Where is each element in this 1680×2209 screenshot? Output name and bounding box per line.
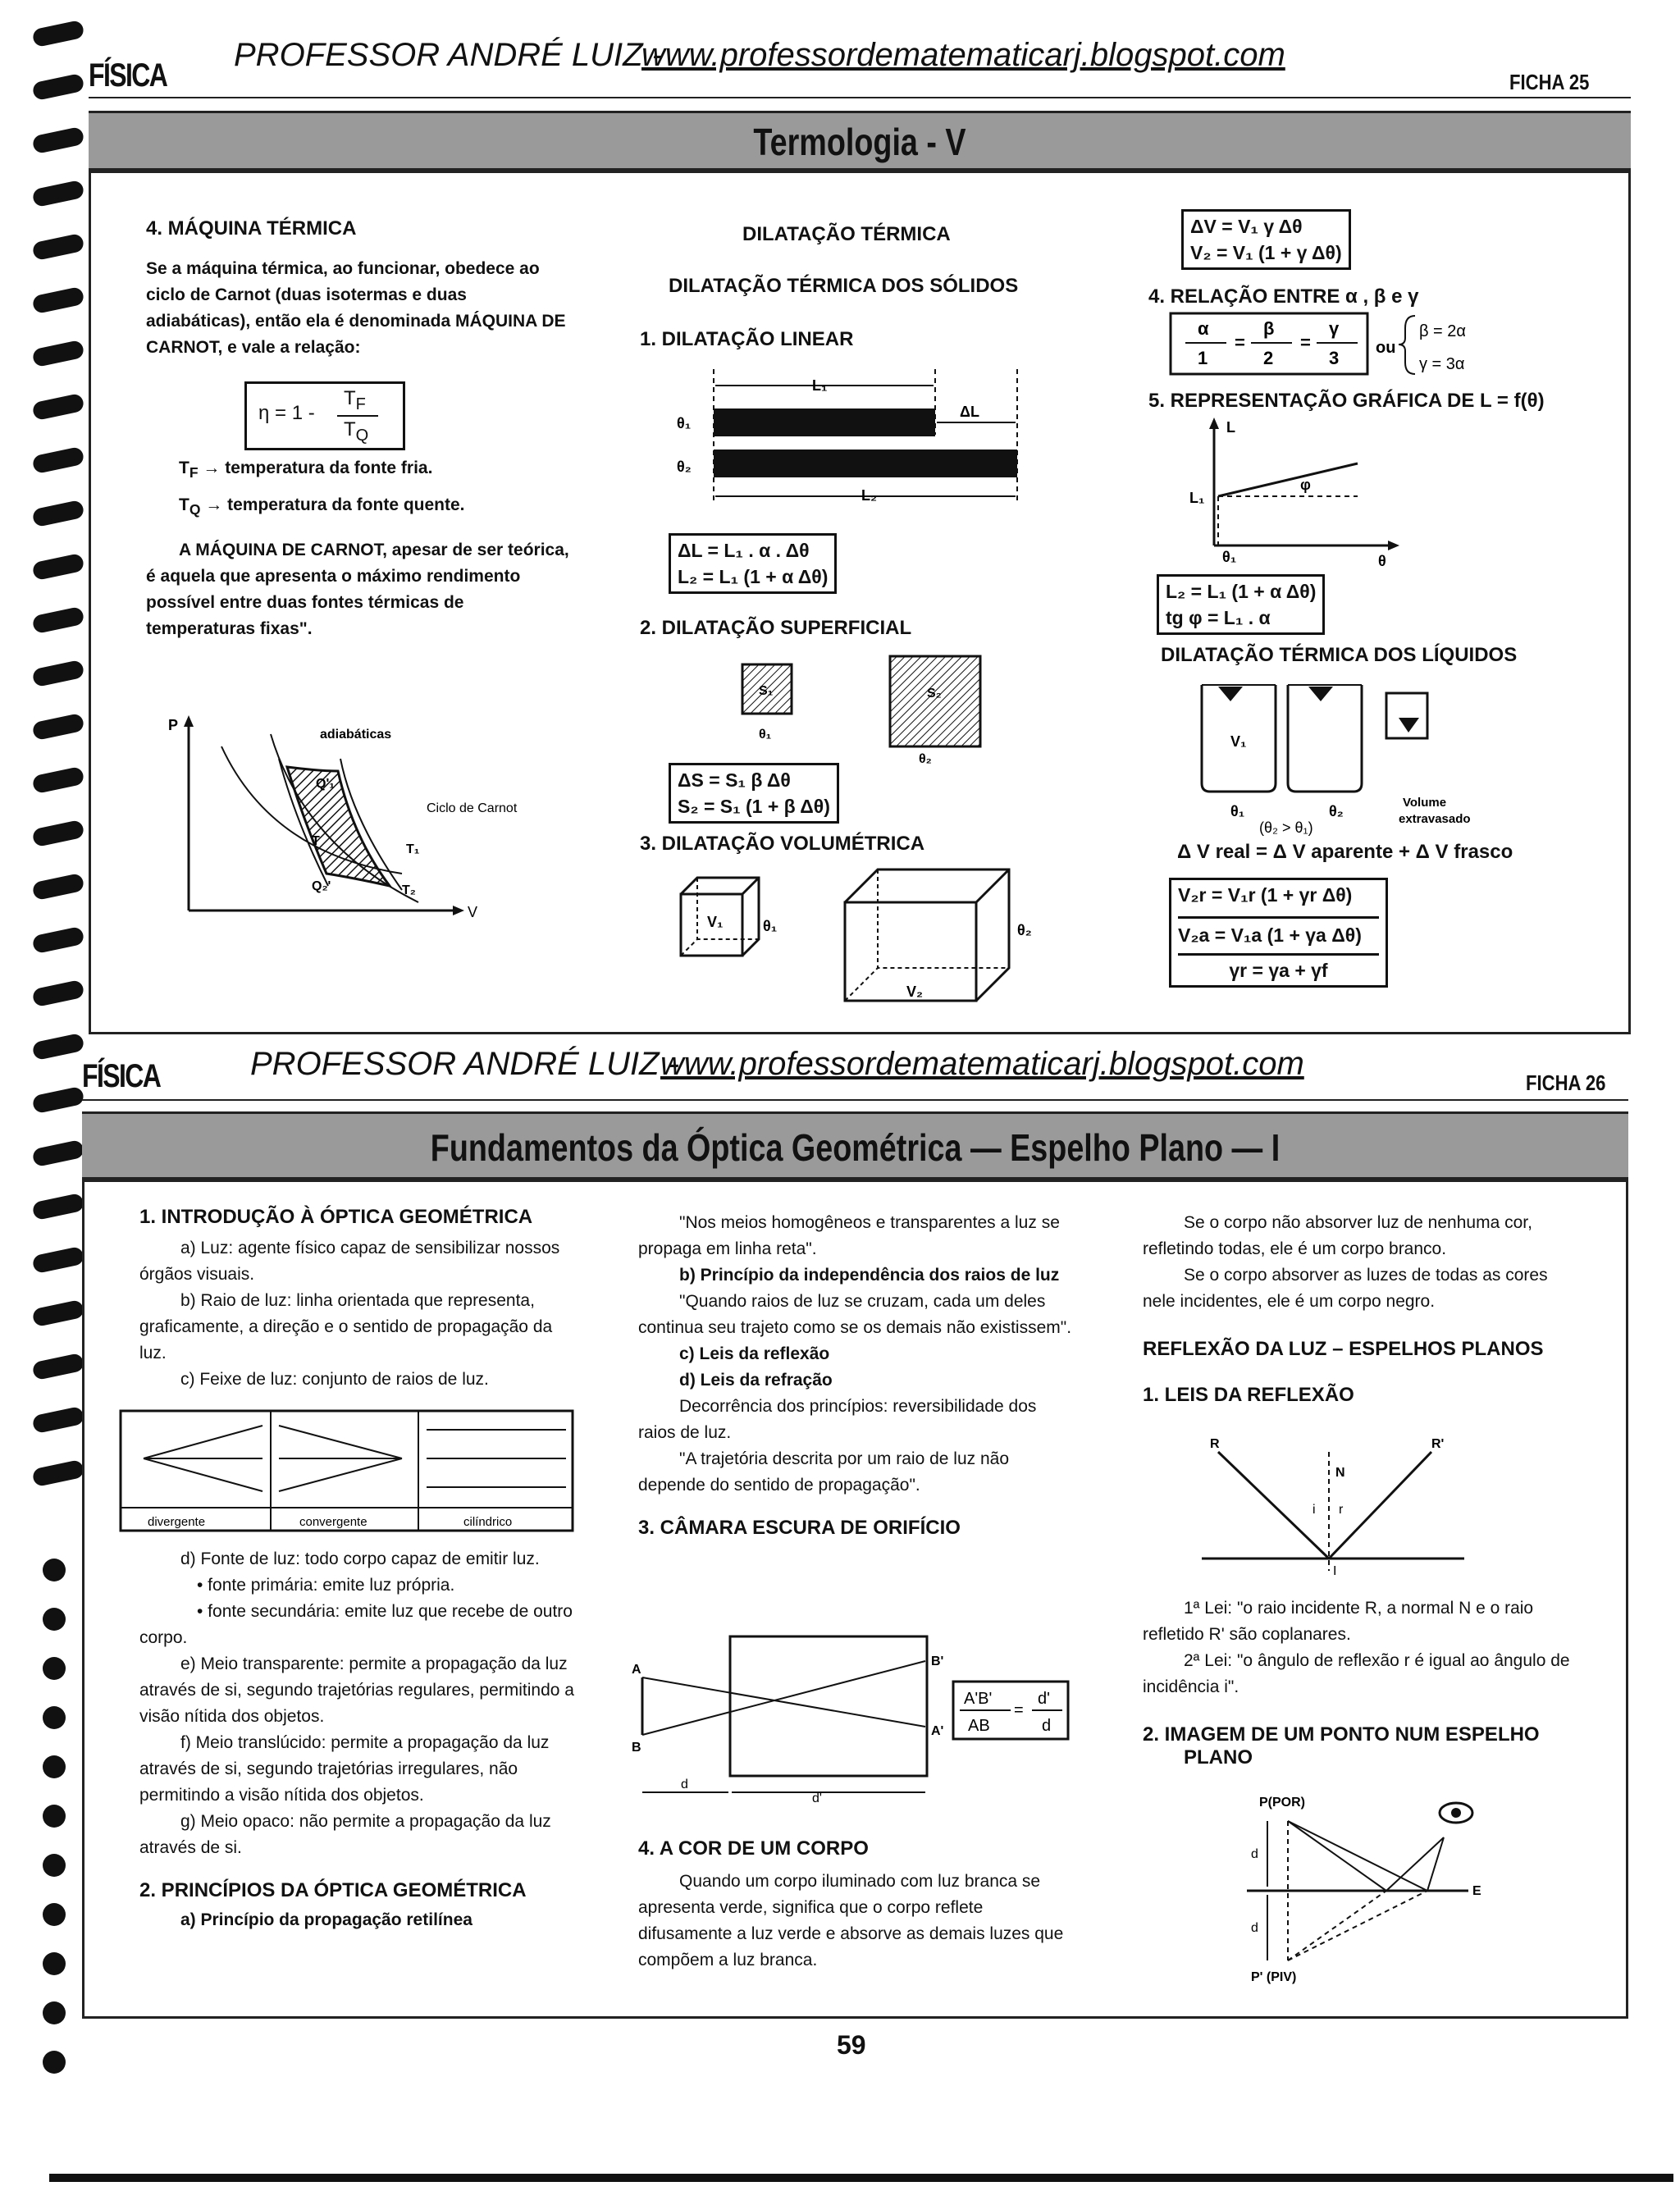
svg-text:=: = xyxy=(1014,1701,1024,1719)
label-s2: S₂ xyxy=(927,687,942,701)
quote-reversibilidade: "A trajetória descrita por um raio de luz não depende do sentido de propagação". xyxy=(638,1449,1009,1495)
mirror-P2: P' (PIV) xyxy=(1251,1970,1297,1984)
reflection-laws xyxy=(1143,1595,1577,1769)
liquid-th1: θ₁ xyxy=(1230,803,1245,819)
heading-superficial: 2. DILATAÇÃO SUPERFICIAL xyxy=(640,617,912,639)
relation-formula xyxy=(1169,312,1546,377)
liquid-formula-1: V₂r = V₁r (1 + γr Δθ) xyxy=(1178,884,1353,906)
liquid-formula-box xyxy=(1169,878,1388,988)
mirror-d-top: d xyxy=(1251,1847,1258,1861)
banner-title: Termologia - V xyxy=(753,121,966,163)
item-leis-refracao: d) Leis da refração xyxy=(679,1371,833,1390)
camera-den2: d xyxy=(1042,1717,1052,1735)
plane-mirror-diagram xyxy=(1222,1788,1493,1993)
refl-i: i xyxy=(1312,1503,1316,1517)
item-opaco: g) Meio opaco: não permite a propagação da luz através de si. xyxy=(139,1812,551,1857)
item-feixe: c) Feixe de luz: conjunto de raios de luz. xyxy=(180,1370,489,1389)
heading-introducao: 1. INTRODUÇÃO À ÓPTICA GEOMÉTRICA xyxy=(139,1206,533,1228)
banner-title-2: Fundamentos da Óptica Geométrica — Espelho Plano — I xyxy=(430,1126,1281,1169)
page-number: 59 xyxy=(837,2030,866,2060)
camera-B2: B' xyxy=(931,1654,944,1668)
camera-d2: d' xyxy=(812,1791,822,1805)
label-sup-th2: θ₂ xyxy=(919,752,932,766)
liquid-th2: θ₂ xyxy=(1329,803,1344,819)
tq-text: → temperatura da fonte quente. xyxy=(205,495,465,514)
refl-r: r xyxy=(1339,1503,1344,1517)
heading-liquidos: DILATAÇÃO TÉRMICA DOS LÍQUIDOS xyxy=(1161,644,1518,666)
linear-formula-box xyxy=(669,533,837,594)
mirror-E: E xyxy=(1472,1884,1481,1898)
header-rule xyxy=(89,97,1631,98)
camera-A2: A' xyxy=(931,1724,944,1738)
optics-intro-column-2 xyxy=(139,1546,574,1933)
label-v: V xyxy=(468,904,478,920)
item-luz: a) Luz: agente físico capaz de sensibilizar nossos órgãos visuais. xyxy=(139,1239,560,1284)
linear-formula-1: ΔL = L₁ . α . Δθ xyxy=(678,540,810,561)
quote-independencia: "Quando raios de luz se cruzam, cada um deles continua seu trajeto como se os demais não existissem". xyxy=(638,1292,1072,1337)
heading-relacao: 4. RELAÇÃO ENTRE α , β e γ xyxy=(1148,285,1419,308)
heading-dilatacao-termica: DILATAÇÃO TÉRMICA xyxy=(742,223,951,245)
formula-lhs: η = 1 - xyxy=(258,402,315,424)
rel-beta: β xyxy=(1263,318,1275,339)
mirror-d-bottom: d xyxy=(1251,1921,1258,1935)
cor-section xyxy=(638,1837,1073,1974)
graph-L: L xyxy=(1226,419,1235,436)
label-dL: ΔL xyxy=(960,404,979,420)
tq-sym: T xyxy=(179,495,189,514)
liquid-equation: Δ V real = Δ V aparente + Δ V frasco xyxy=(1177,841,1513,863)
camera-obscura-diagram xyxy=(632,1628,1075,1817)
heading-volumetrica: 3. DILATAÇÃO VOLUMÉTRICA xyxy=(640,833,925,855)
corpo-negro: Se o corpo absorver as luzes de todas as cores nele incidentes, ele é um corpo negro. xyxy=(1143,1266,1548,1311)
tf-sub: F xyxy=(189,464,199,482)
linear-formula-2: L₂ = L₁ (1 + α Δθ) xyxy=(678,566,829,587)
formula-num: T xyxy=(344,387,356,409)
camera-B: B xyxy=(632,1741,641,1755)
item-fonte-primaria: • fonte primária: emite luz própria. xyxy=(197,1576,455,1595)
heading-imagem: 2. IMAGEM DE UM PONTO NUM ESPELHO PLANO xyxy=(1143,1723,1540,1769)
label-L2: L₂ xyxy=(861,487,877,504)
rel-1: 1 xyxy=(1198,348,1208,368)
graph-formula-box xyxy=(1157,574,1325,635)
superficial-formula-box xyxy=(669,763,839,824)
efficiency-formula xyxy=(244,381,405,450)
label-q2: Q₂' xyxy=(312,879,331,893)
cor-text: Quando um corpo iluminado com luz branca se apresenta verde, significa que o corpo reflete difusamente a luz verde e absorve as demais luzes que compõem a luz branca. xyxy=(638,1872,1064,1969)
header-rule-2 xyxy=(82,1099,1628,1101)
heading-dilatacao-solidos: DILATAÇÃO TÉRMICA DOS SÓLIDOS xyxy=(669,275,1019,297)
header-url[interactable]: www.professordematematicarj.blogspot.com xyxy=(641,37,1285,73)
beam-types-diagram xyxy=(119,1409,574,1532)
label-vol-th1: θ₁ xyxy=(763,918,778,934)
label-th2: θ₂ xyxy=(677,459,692,475)
refl-N: N xyxy=(1335,1466,1345,1480)
l-theta-graph xyxy=(1173,414,1419,570)
label-th1: θ₁ xyxy=(677,415,692,431)
linear-diagram xyxy=(664,361,1034,509)
camera-A: A xyxy=(632,1663,641,1677)
primeira-lei: 1ª Lei: "o raio incidente R, a normal N e o raio refletido R' são coplanares. xyxy=(1143,1599,1534,1644)
camera-num2: d' xyxy=(1038,1690,1050,1708)
liquid-extravasado: extravasado xyxy=(1399,812,1471,826)
subject-label: FÍSICA xyxy=(89,57,167,94)
item-leis-reflexao: c) Leis da reflexão xyxy=(679,1344,830,1363)
liquid-volume: Volume xyxy=(1403,796,1447,810)
header-professor-2: PROFESSOR ANDRÉ LUIZ - xyxy=(250,1046,680,1082)
rel-gamma: γ xyxy=(1329,318,1340,339)
label-adiabaticas: adiabáticas xyxy=(320,728,392,742)
heading-principios: 2. PRINCÍPIOS DA ÓPTICA GEOMÉTRICA xyxy=(139,1879,527,1901)
liquid-v1: V₁ xyxy=(1230,733,1247,750)
beam-convergente: convergente xyxy=(299,1515,368,1529)
item-transparente: e) Meio transparente: permite a propagação da luz através de si, segundo trajetórias regulares, permitindo a visão nítida dos objetos. xyxy=(139,1654,574,1726)
carnot-diagram xyxy=(156,714,582,935)
liquid-formula-3: γr = γa + γf xyxy=(1178,953,1379,984)
label-t: T xyxy=(312,834,320,848)
beam-cilindrico: cilíndrico xyxy=(463,1515,513,1529)
label-q1: Q'₁ xyxy=(316,777,335,791)
beam-divergente: divergente xyxy=(148,1515,206,1529)
ficha-label: FICHA 25 xyxy=(1509,70,1590,94)
item-independencia: b) Princípio da independência dos raios de luz xyxy=(679,1266,1060,1285)
superficial-formula-2: S₂ = S₁ (1 + β Δθ) xyxy=(678,796,830,817)
tf-sym: T xyxy=(179,459,189,477)
label-v2: V₂ xyxy=(906,984,924,1000)
decorrencia: Decorrência dos princípios: reversibilidade dos raios de luz. xyxy=(638,1397,1037,1442)
section-banner-2 xyxy=(82,1111,1628,1182)
formula-den: T xyxy=(344,418,356,440)
svg-text:=: = xyxy=(1235,332,1245,353)
segunda-lei: 2ª Lei: "o ângulo de reflexão r é igual ao ângulo de incidência i". xyxy=(1143,1651,1570,1696)
reflection-column xyxy=(1143,1210,1577,1407)
camera-num: A'B' xyxy=(964,1690,993,1708)
item-principio-retilinea: a) Princípio da propagação retilínea xyxy=(180,1910,472,1929)
heading-reflexao: REFLEXÃO DA LUZ – ESPELHOS PLANOS xyxy=(1143,1338,1544,1360)
refl-I: I xyxy=(1333,1564,1337,1578)
page-bottom-edge xyxy=(49,2174,1673,2182)
graph-formula-2: tg φ = L₁ . α xyxy=(1166,607,1271,628)
optics-intro-column xyxy=(139,1206,574,1393)
formula-num-sub: F xyxy=(355,395,366,413)
optics-principles-column xyxy=(638,1210,1073,1540)
camera-d: d xyxy=(681,1778,688,1791)
heading-grafica: 5. REPRESENTAÇÃO GRÁFICA DE L = f(θ) xyxy=(1148,390,1545,412)
graph-L1: L₁ xyxy=(1189,490,1205,506)
heading-maquina-termica: 4. MÁQUINA TÉRMICA xyxy=(146,217,357,240)
volumetric-diagram xyxy=(673,865,1042,1009)
item-raio: b) Raio de luz: linha orientada que representa, graficamente, a direção e o sentido de propagação da luz. xyxy=(139,1291,553,1362)
label-vol-th2: θ₂ xyxy=(1017,922,1032,938)
liquid-diagram xyxy=(1194,677,1538,841)
quote-propagacao: "Nos meios homogêneos e transparentes a luz se propaga em linha reta". xyxy=(638,1213,1060,1258)
volumetric-formula-box xyxy=(1181,209,1351,270)
label-sup-th1: θ₁ xyxy=(759,728,772,742)
volumetric-formula-1: ΔV = V₁ γ Δθ xyxy=(1190,216,1303,237)
superficial-formula-1: ΔS = S₁ β Δθ xyxy=(678,769,791,791)
heading-camara: 3. CÂMARA ESCURA DE ORIFÍCIO xyxy=(638,1517,961,1539)
rel-3: 3 xyxy=(1329,348,1340,368)
liquid-formula-2: V₂a = V₁a (1 + γa Δθ) xyxy=(1178,916,1379,948)
svg-text:=: = xyxy=(1300,332,1311,353)
formula-den-sub: Q xyxy=(355,426,369,445)
label-ciclo: Ciclo de Carnot xyxy=(427,801,518,815)
rel-ou: ou xyxy=(1376,339,1396,357)
rel-alpha: α xyxy=(1198,318,1209,339)
camera-den: AB xyxy=(968,1717,990,1735)
refl-R2: R' xyxy=(1431,1437,1445,1451)
item-fonte-secundaria: • fonte secundária: emite luz que recebe de outro corpo. xyxy=(139,1602,573,1647)
item-translucido: f) Meio translúcido: permite a propagação da luz através de si, segundo trajetórias irregulares, não permitindo a visão nítida dos objetos. xyxy=(139,1733,550,1805)
graph-phi: φ xyxy=(1300,477,1311,493)
rel-2: 2 xyxy=(1263,348,1274,368)
heading-leis-reflexao: 1. LEIS DA REFLEXÃO xyxy=(1143,1384,1354,1406)
corpo-branco: Se o corpo não absorver luz de nenhuma cor, refletindo todas, ele é um corpo branco. xyxy=(1143,1213,1532,1258)
label-p: P xyxy=(168,717,179,733)
label-t1: T₁ xyxy=(406,842,420,856)
graph-th: θ xyxy=(1378,553,1386,569)
section-banner xyxy=(89,111,1631,173)
label-s1: S₁ xyxy=(759,684,774,698)
refl-R: R xyxy=(1210,1437,1220,1451)
heading-cor: 4. A COR DE UM CORPO xyxy=(638,1837,869,1860)
liquid-cond: (θ₂ > θ₁) xyxy=(1259,819,1313,836)
rel-beta-eq: β = 2α xyxy=(1419,322,1466,340)
tq-sub: Q xyxy=(189,501,201,518)
header-professor: PROFESSOR ANDRÉ LUIZ - xyxy=(234,37,664,73)
label-v1: V₁ xyxy=(707,914,724,930)
graph-th1: θ₁ xyxy=(1222,549,1237,565)
superficial-diagram xyxy=(730,652,1001,767)
graph-formula-1: L₂ = L₁ (1 + α Δθ) xyxy=(1166,581,1317,602)
ficha-label-2: FICHA 26 xyxy=(1526,1070,1606,1095)
label-L1: L₁ xyxy=(812,377,828,394)
header-url-2[interactable]: www.professordematematicarj.blogspot.com xyxy=(660,1046,1304,1082)
label-t2: T₂ xyxy=(402,883,416,897)
item-fonte: d) Fonte de luz: todo corpo capaz de emitir luz. xyxy=(180,1549,540,1568)
rel-gamma-eq: γ = 3α xyxy=(1419,355,1465,373)
tf-text: → temperatura da fonte fria. xyxy=(203,459,433,477)
mirror-P: P(POR) xyxy=(1259,1796,1305,1810)
volumetric-formula-2: V₂ = V₁ (1 + γ Δθ) xyxy=(1190,242,1342,263)
carnot-paragraph-2: A MÁQUINA DE CARNOT, apesar de ser teórica, é aquela que apresenta o máximo rendimento possível entre duas fontes térmicas de temperaturas fixas". xyxy=(146,541,569,638)
subject-label-2: FÍSICA xyxy=(82,1058,161,1094)
reflection-law-diagram xyxy=(1198,1435,1468,1583)
heading-linear: 1. DILATAÇÃO LINEAR xyxy=(640,328,854,350)
carnot-paragraph: Se a máquina térmica, ao funcionar, obedece ao ciclo de Carnot (duas isotermas e duas adiabáticas), então ela é denominada MÁQUINA DE CARNOT, e vale a relação: xyxy=(146,259,566,357)
